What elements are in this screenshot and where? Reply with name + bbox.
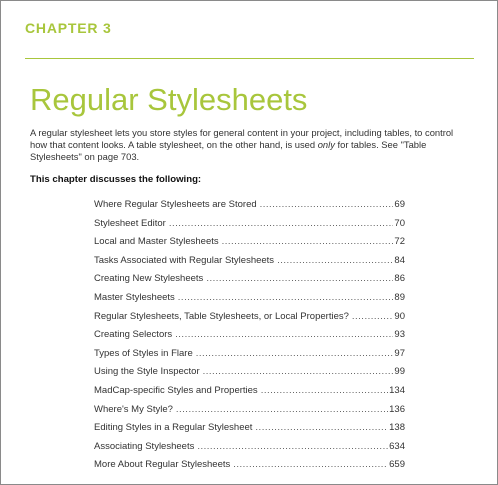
toc-page-number: 99 [394, 366, 405, 378]
toc-entry[interactable] [94, 273, 405, 292]
toc-page-number: 136 [389, 403, 405, 415]
toc-page-number: 84 [394, 254, 405, 266]
toc-dot-leader [178, 292, 394, 303]
toc-page-number: 70 [394, 217, 405, 229]
toc-page-number: 659 [389, 459, 405, 471]
toc-page-number: 72 [394, 236, 405, 248]
intro-text-start: A regular stylesheet lets you store styles for general content in your project, including tables, to control how that content looks. A table stylesheet, on the other hand, is used [30, 127, 454, 150]
toc-entry-title: Creating Selectors [94, 329, 173, 341]
toc-entry[interactable] [94, 311, 405, 330]
toc-entry-title: Tasks Associated with Regular Stylesheets [94, 254, 275, 266]
chapter-label: CHAPTER 3 [25, 20, 112, 36]
toc-entry[interactable] [94, 255, 405, 274]
toc-page-number: 86 [394, 273, 405, 285]
toc-entry-title: Types of Styles in Flare [94, 347, 193, 359]
toc-page-number: 89 [394, 291, 405, 303]
toc-page-number: 138 [389, 422, 405, 434]
toc-dot-leader [206, 273, 393, 284]
toc-dot-leader [203, 366, 394, 377]
toc-page-number: 90 [394, 310, 405, 322]
toc-entry-title: Using the Style Inspector [94, 366, 200, 378]
toc-entry[interactable] [94, 218, 405, 237]
discusses-heading: This chapter discusses the following: [30, 174, 202, 185]
toc-page-number: 69 [394, 199, 405, 210]
toc-entry[interactable] [94, 329, 405, 348]
toc-entry-title: Associating Stylesheets [94, 440, 195, 452]
chapter-title: Regular Stylesheets [30, 82, 308, 117]
toc-entry[interactable] [94, 404, 405, 423]
intro-paragraph [30, 127, 470, 163]
toc-entry-title: Regular Stylesheets, Table Stylesheets, or Local Properties? [94, 310, 349, 322]
toc-dot-leader [260, 199, 394, 210]
toc-entry[interactable] [94, 459, 405, 478]
toc-dot-leader [175, 329, 393, 340]
toc-entry[interactable] [94, 199, 405, 218]
toc-entry[interactable] [94, 385, 405, 404]
toc-page-number: 634 [389, 440, 405, 452]
toc-entry[interactable] [94, 292, 405, 311]
toc-entry-title: Master Stylesheets [94, 291, 175, 303]
chapter-divider [25, 58, 474, 59]
table-of-contents [94, 199, 405, 478]
toc-page-number: 93 [394, 329, 405, 341]
toc-entry[interactable] [94, 236, 405, 255]
toc-dot-leader [222, 236, 394, 247]
toc-page-number: 134 [389, 384, 405, 396]
toc-entry-title: MadCap-specific Styles and Properties [94, 384, 258, 396]
toc-dot-leader [255, 422, 388, 433]
toc-entry-title: More About Regular Stylesheets [94, 459, 231, 471]
toc-dot-leader [176, 404, 388, 415]
toc-entry[interactable] [94, 441, 405, 460]
toc-dot-leader [233, 459, 388, 470]
toc-entry-title: Local and Master Stylesheets [94, 236, 219, 248]
toc-dot-leader [197, 441, 388, 452]
toc-dot-leader [277, 255, 393, 266]
toc-dot-leader [196, 348, 394, 359]
intro-text-end: for tables. See "Table Stylesheets" on page 703. [30, 139, 427, 162]
toc-entry-title: Where's My Style? [94, 403, 173, 415]
toc-dot-leader [169, 218, 394, 229]
toc-page-number: 97 [394, 347, 405, 359]
toc-dot-leader [352, 311, 394, 322]
toc-entry[interactable] [94, 422, 405, 441]
toc-entry-title: Editing Styles in a Regular Stylesheet [94, 422, 253, 434]
intro-emphasis: only [317, 139, 335, 150]
toc-dot-leader [261, 385, 388, 396]
toc-entry[interactable] [94, 366, 405, 385]
toc-entry-title: Creating New Stylesheets [94, 273, 204, 285]
toc-entry-title: Stylesheet Editor [94, 217, 166, 229]
toc-entry[interactable] [94, 348, 405, 367]
toc-entry-title: Where Regular Stylesheets are Stored [94, 199, 257, 210]
